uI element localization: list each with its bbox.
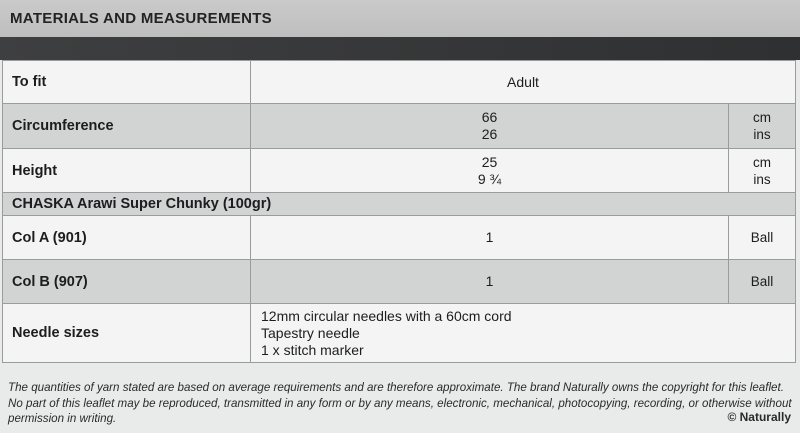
row-label: Col A (901) <box>12 229 87 246</box>
row-label: Height <box>12 162 58 179</box>
value-line: 66 <box>481 109 498 125</box>
row-value <box>250 304 795 362</box>
unit-line: cm <box>753 154 771 170</box>
unit-line: cm <box>753 110 771 125</box>
yarn-heading: CHASKA Arawi Super Chunky (100gr) <box>12 196 272 212</box>
value-line: 9 ¾ <box>477 170 502 187</box>
unit-line: Ball <box>750 274 774 289</box>
value-line: 26 <box>481 126 498 142</box>
copyright-mark: © Naturally <box>727 410 791 424</box>
row-unit <box>728 104 795 148</box>
materials-table <box>2 60 796 363</box>
row-value <box>250 260 728 303</box>
row-value <box>250 61 795 103</box>
value-line: 25 <box>481 153 498 170</box>
value-line: Tapestry needle <box>261 324 360 341</box>
row-value <box>250 104 728 148</box>
row-col-b <box>3 260 795 304</box>
row-yarn-heading <box>3 193 795 216</box>
row-label: To fit <box>12 74 47 90</box>
row-value <box>250 216 728 259</box>
value-line: Adult <box>507 73 539 90</box>
row-height <box>3 149 795 193</box>
row-col-a <box>3 216 795 260</box>
copyright-disclaimer: The quantities of yarn stated are based on average requirements and are therefore approximate. The brand Naturally owns the copyright for this leaflet. No part of this leaflet may be reproduced, transmitted in any form or by any means, electronic, mechanical, photocopying, recording, or otherwise without permission in writing. <box>8 381 792 425</box>
row-to-fit <box>3 61 795 104</box>
value-line: 1 <box>485 273 494 289</box>
row-value <box>250 149 728 192</box>
unit-line: ins <box>753 127 771 142</box>
row-label: Needle sizes <box>12 325 100 341</box>
row-unit <box>728 216 795 259</box>
row-unit <box>728 149 795 192</box>
row-label: Circumference <box>12 118 114 134</box>
value-line: 12mm circular needles with a 60cm cord <box>261 307 512 324</box>
section-title: MATERIALS AND MEASUREMENTS <box>10 10 272 27</box>
row-circumference <box>3 104 795 149</box>
section-header <box>0 0 800 37</box>
row-needle-sizes <box>3 304 795 362</box>
value-line: 1 x stitch marker <box>261 341 364 358</box>
header-divider-band <box>0 37 800 60</box>
unit-line: ins <box>753 171 771 187</box>
row-label: Col B (907) <box>12 273 88 290</box>
unit-line: Ball <box>750 230 774 245</box>
value-line: 1 <box>485 229 494 245</box>
row-unit <box>728 260 795 303</box>
